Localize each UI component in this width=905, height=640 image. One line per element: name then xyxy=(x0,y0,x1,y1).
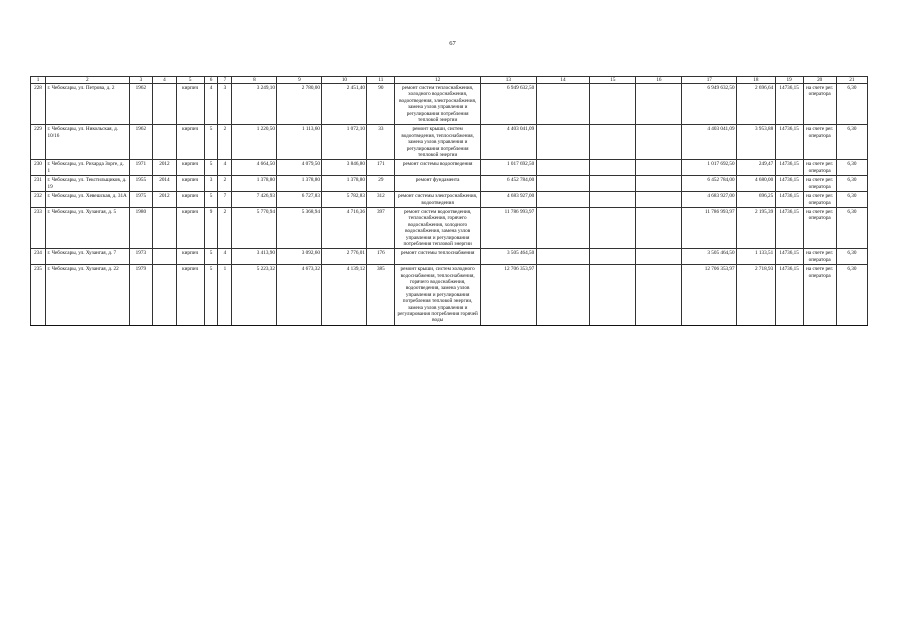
col21-cell: 6,30 xyxy=(836,207,867,248)
area-total-cell: 5 223,32 xyxy=(232,265,277,326)
wall-material-cell: кирпич xyxy=(176,192,204,208)
unit-cost-cell: 2 718,93 xyxy=(737,265,776,326)
funding-method-cell: на счете рег. оператора xyxy=(803,176,836,192)
header-cell: 14 xyxy=(536,77,590,84)
col16-cell xyxy=(636,249,682,265)
entrances-cell: 2 xyxy=(218,125,232,160)
col16-cell xyxy=(636,192,682,208)
total-cost-cell: 6 452 784,00 xyxy=(682,176,737,192)
col16-cell xyxy=(636,207,682,248)
page-number: 67 xyxy=(449,40,456,47)
year-reconstructed-cell xyxy=(153,125,177,160)
header-cell: 13 xyxy=(481,77,537,84)
funding-method-cell: на счете рег. оператора xyxy=(803,265,836,326)
col21-cell: 6,30 xyxy=(836,160,867,176)
col15-cell xyxy=(590,207,636,248)
col14-cell xyxy=(536,207,590,248)
header-cell: 21 xyxy=(836,77,867,84)
unit-cost-cell: 696,25 xyxy=(737,192,776,208)
limit-cost-cell: 14736,15 xyxy=(775,207,803,248)
row-number: 228 xyxy=(31,84,46,125)
wall-material-cell: кирпич xyxy=(176,249,204,265)
area-total-cell: 4 664,50 xyxy=(232,160,277,176)
funding-method-cell: на счете рег. оператора xyxy=(803,249,836,265)
wall-material-cell: кирпич xyxy=(176,176,204,192)
col16-cell xyxy=(636,265,682,326)
col14-cell xyxy=(536,192,590,208)
floors-cell: 5 xyxy=(204,160,218,176)
col21-cell: 6,30 xyxy=(836,192,867,208)
header-cell: 15 xyxy=(590,77,636,84)
area-owned-cell: 2 451,40 xyxy=(322,84,367,125)
col15-cell xyxy=(590,84,636,125)
total-cost-cell: 4 403 041,09 xyxy=(682,125,737,160)
funding-method-cell: на счете рег. оператора xyxy=(803,84,836,125)
year-reconstructed-cell xyxy=(153,84,177,125)
col21-cell: 6,30 xyxy=(836,125,867,160)
limit-cost-cell: 14736,15 xyxy=(775,192,803,208)
work-type-cell: ремонт крыши, систем водоотведения, теплоснабжения, замена узлов управления и регулирования потребления тепловой энергии xyxy=(395,125,481,160)
entrances-cell: 4 xyxy=(218,249,232,265)
residents-cell: 397 xyxy=(367,207,395,248)
residents-cell: 90 xyxy=(367,84,395,125)
row-number: 234 xyxy=(31,249,46,265)
col15-cell xyxy=(590,265,636,326)
address-cell: г. Чебоксары, ул. Никольская, д. 10/16 xyxy=(46,125,130,160)
area-owned-cell: 5 782,83 xyxy=(322,192,367,208)
unit-cost-cell: 3 953,88 xyxy=(737,125,776,160)
residents-cell: 176 xyxy=(367,249,395,265)
table-row xyxy=(31,207,868,248)
header-cell: 5 xyxy=(176,77,204,84)
unit-cost-cell: 4 680,00 xyxy=(737,176,776,192)
year-built-cell: 1962 xyxy=(129,84,153,125)
floors-cell: 5 xyxy=(204,125,218,160)
table-row xyxy=(31,176,868,192)
floors-cell: 9 xyxy=(204,207,218,248)
area-owned-cell: 4 139,12 xyxy=(322,265,367,326)
area-owned-cell: 2 776,01 xyxy=(322,249,367,265)
floors-cell: 5 xyxy=(204,249,218,265)
cost-cell: 3 505 464,50 xyxy=(481,249,537,265)
residents-cell: 385 xyxy=(367,265,395,326)
col21-cell: 6,30 xyxy=(836,249,867,265)
area-residential-cell: 4 673,32 xyxy=(277,265,322,326)
header-cell: 4 xyxy=(153,77,177,84)
table-row xyxy=(31,160,868,176)
funding-method-cell: на счете рег. оператора xyxy=(803,192,836,208)
header-cell: 3 xyxy=(129,77,153,84)
work-type-cell: ремонт системы водоотведения xyxy=(395,160,481,176)
row-number: 232 xyxy=(31,192,46,208)
floors-cell: 3 xyxy=(204,176,218,192)
table-row xyxy=(31,125,868,160)
col21-cell: 6,30 xyxy=(836,84,867,125)
table-row xyxy=(31,192,868,208)
area-total-cell: 1 378,80 xyxy=(232,176,277,192)
area-owned-cell: 1 378,80 xyxy=(322,176,367,192)
cost-cell: 12 706 353,97 xyxy=(481,265,537,326)
header-cell: 16 xyxy=(636,77,682,84)
area-residential-cell: 1 378,80 xyxy=(277,176,322,192)
area-residential-cell: 2 780,00 xyxy=(277,84,322,125)
year-built-cell: 1955 xyxy=(129,176,153,192)
col21-cell: 6,30 xyxy=(836,265,867,326)
address-cell: г. Чебоксары, ул. Хевешская, д. 31А xyxy=(46,192,130,208)
floors-cell: 4 xyxy=(204,84,218,125)
entrances-cell: 4 xyxy=(218,160,232,176)
year-built-cell: 1975 xyxy=(129,192,153,208)
wall-material-cell: кирпич xyxy=(176,160,204,176)
area-total-cell: 5 770,94 xyxy=(232,207,277,248)
header-cell: 7 xyxy=(218,77,232,84)
col14-cell xyxy=(536,265,590,326)
col14-cell xyxy=(536,176,590,192)
year-built-cell: 1979 xyxy=(129,265,153,326)
area-residential-cell: 5 368,94 xyxy=(277,207,322,248)
table-row xyxy=(31,265,868,326)
unit-cost-cell: 2 195,39 xyxy=(737,207,776,248)
area-residential-cell: 6 727,83 xyxy=(277,192,322,208)
residents-cell: 33 xyxy=(367,125,395,160)
year-reconstructed-cell xyxy=(153,265,177,326)
col14-cell xyxy=(536,84,590,125)
year-reconstructed-cell xyxy=(153,207,177,248)
floors-cell: 5 xyxy=(204,265,218,326)
area-owned-cell: 4 716,36 xyxy=(322,207,367,248)
header-row xyxy=(31,77,868,84)
year-reconstructed-cell: 2012 xyxy=(153,160,177,176)
header-cell: 1 xyxy=(31,77,46,84)
col16-cell xyxy=(636,84,682,125)
funding-method-cell: на счете рег. оператора xyxy=(803,160,836,176)
area-total-cell: 1 220,50 xyxy=(232,125,277,160)
area-residential-cell: 3 092,60 xyxy=(277,249,322,265)
residents-cell: 29 xyxy=(367,176,395,192)
limit-cost-cell: 14736,15 xyxy=(775,249,803,265)
row-number: 230 xyxy=(31,160,46,176)
row-number: 229 xyxy=(31,125,46,160)
col15-cell xyxy=(590,192,636,208)
col16-cell xyxy=(636,176,682,192)
year-built-cell: 1980 xyxy=(129,207,153,248)
year-reconstructed-cell xyxy=(153,249,177,265)
area-owned-cell: 3 846,80 xyxy=(322,160,367,176)
work-type-cell: ремонт систем водоотведения, теплоснабжения, горячего водоснабжения, холодного водоснабжения, замена узлов управления и регулирования потребления тепловой энергии xyxy=(395,207,481,248)
entrances-cell: 7 xyxy=(218,192,232,208)
unit-cost-cell: 249,47 xyxy=(737,160,776,176)
limit-cost-cell: 14736,15 xyxy=(775,84,803,125)
row-number: 231 xyxy=(31,176,46,192)
header-cell: 18 xyxy=(737,77,776,84)
col15-cell xyxy=(590,249,636,265)
wall-material-cell: кирпич xyxy=(176,125,204,160)
limit-cost-cell: 14736,15 xyxy=(775,265,803,326)
floors-cell: 5 xyxy=(204,192,218,208)
col16-cell xyxy=(636,160,682,176)
work-type-cell: ремонт системы электроснабжения, водоотведения xyxy=(395,192,481,208)
total-cost-cell: 3 505 464,50 xyxy=(682,249,737,265)
cost-cell: 6 452 784,00 xyxy=(481,176,537,192)
limit-cost-cell: 14736,15 xyxy=(775,125,803,160)
wall-material-cell: кирпич xyxy=(176,265,204,326)
address-cell: г. Чебоксары, ул. Хузангая, д. 7 xyxy=(46,249,130,265)
total-cost-cell: 4 683 927,00 xyxy=(682,192,737,208)
funding-method-cell: на счете рег. оператора xyxy=(803,207,836,248)
header-cell: 9 xyxy=(277,77,322,84)
work-type-cell: ремонт крыши, систем холодного водоснабжения, теплоснабжения, горячего водоснабжения, водоотведения, замена узлов управления и регулирования потребления тепловой энергии, замена узлов управления и регулирования потребления горячей воды xyxy=(395,265,481,326)
area-owned-cell: 1 072,10 xyxy=(322,125,367,160)
col15-cell xyxy=(590,176,636,192)
year-built-cell: 1973 xyxy=(129,249,153,265)
entrances-cell: 1 xyxy=(218,265,232,326)
limit-cost-cell: 14736,15 xyxy=(775,176,803,192)
address-cell: г. Чебоксары, ул. Хузангая, д. 22 xyxy=(46,265,130,326)
entrances-cell: 3 xyxy=(218,84,232,125)
header-cell: 11 xyxy=(367,77,395,84)
header-cell: 17 xyxy=(682,77,737,84)
header-cell: 10 xyxy=(322,77,367,84)
cost-cell: 1 017 692,50 xyxy=(481,160,537,176)
entrances-cell: 2 xyxy=(218,207,232,248)
residents-cell: 312 xyxy=(367,192,395,208)
register-table xyxy=(30,76,868,326)
col15-cell xyxy=(590,125,636,160)
area-residential-cell: 4 079,50 xyxy=(277,160,322,176)
total-cost-cell: 6 949 632,50 xyxy=(682,84,737,125)
limit-cost-cell: 14736,15 xyxy=(775,160,803,176)
total-cost-cell: 11 786 993,97 xyxy=(682,207,737,248)
wall-material-cell: кирпич xyxy=(176,84,204,125)
area-total-cell: 3 413,90 xyxy=(232,249,277,265)
col14-cell xyxy=(536,160,590,176)
row-number: 233 xyxy=(31,207,46,248)
header-cell: 20 xyxy=(803,77,836,84)
address-cell: г. Чебоксары, ул. Петрова, д. 2 xyxy=(46,84,130,125)
entrances-cell: 2 xyxy=(218,176,232,192)
header-cell: 2 xyxy=(46,77,130,84)
address-cell: г. Чебоксары, ул. Хузангая, д. 5 xyxy=(46,207,130,248)
work-type-cell: ремонт фундамента xyxy=(395,176,481,192)
col14-cell xyxy=(536,125,590,160)
year-built-cell: 1971 xyxy=(129,160,153,176)
cost-cell: 4 403 041,09 xyxy=(481,125,537,160)
work-type-cell: ремонт систем теплоснабжения, холодного водоснабжения, водоотведения, электроснабжения, замена узлов управления и регулирования потребления тепловой энергии xyxy=(395,84,481,125)
cost-cell: 11 786 993,97 xyxy=(481,207,537,248)
row-number: 235 xyxy=(31,265,46,326)
header-cell: 12 xyxy=(395,77,481,84)
table-row xyxy=(31,249,868,265)
address-cell: г. Чебоксары, ул. Рихарда Зорге, д. 1 xyxy=(46,160,130,176)
unit-cost-cell: 1 133,51 xyxy=(737,249,776,265)
year-built-cell: 1962 xyxy=(129,125,153,160)
cost-cell: 6 949 632,50 xyxy=(481,84,537,125)
total-cost-cell: 1 017 692,50 xyxy=(682,160,737,176)
work-type-cell: ремонт системы теплоснабжения xyxy=(395,249,481,265)
area-residential-cell: 1 113,60 xyxy=(277,125,322,160)
col21-cell: 6,30 xyxy=(836,176,867,192)
col15-cell xyxy=(590,160,636,176)
header-cell: 6 xyxy=(204,77,218,84)
col14-cell xyxy=(536,249,590,265)
area-total-cell: 3 249,10 xyxy=(232,84,277,125)
funding-method-cell: на счете рег. оператора xyxy=(803,125,836,160)
area-total-cell: 7 426,93 xyxy=(232,192,277,208)
table-row xyxy=(31,84,868,125)
unit-cost-cell: 2 696,64 xyxy=(737,84,776,125)
header-cell: 8 xyxy=(232,77,277,84)
address-cell: г. Чебоксары, ул. Текстильщиков, д. 19 xyxy=(46,176,130,192)
col16-cell xyxy=(636,125,682,160)
total-cost-cell: 12 706 353,97 xyxy=(682,265,737,326)
residents-cell: 171 xyxy=(367,160,395,176)
wall-material-cell: кирпич xyxy=(176,207,204,248)
header-cell: 19 xyxy=(775,77,803,84)
year-reconstructed-cell: 2014 xyxy=(153,176,177,192)
cost-cell: 4 683 927,00 xyxy=(481,192,537,208)
year-reconstructed-cell: 2012 xyxy=(153,192,177,208)
